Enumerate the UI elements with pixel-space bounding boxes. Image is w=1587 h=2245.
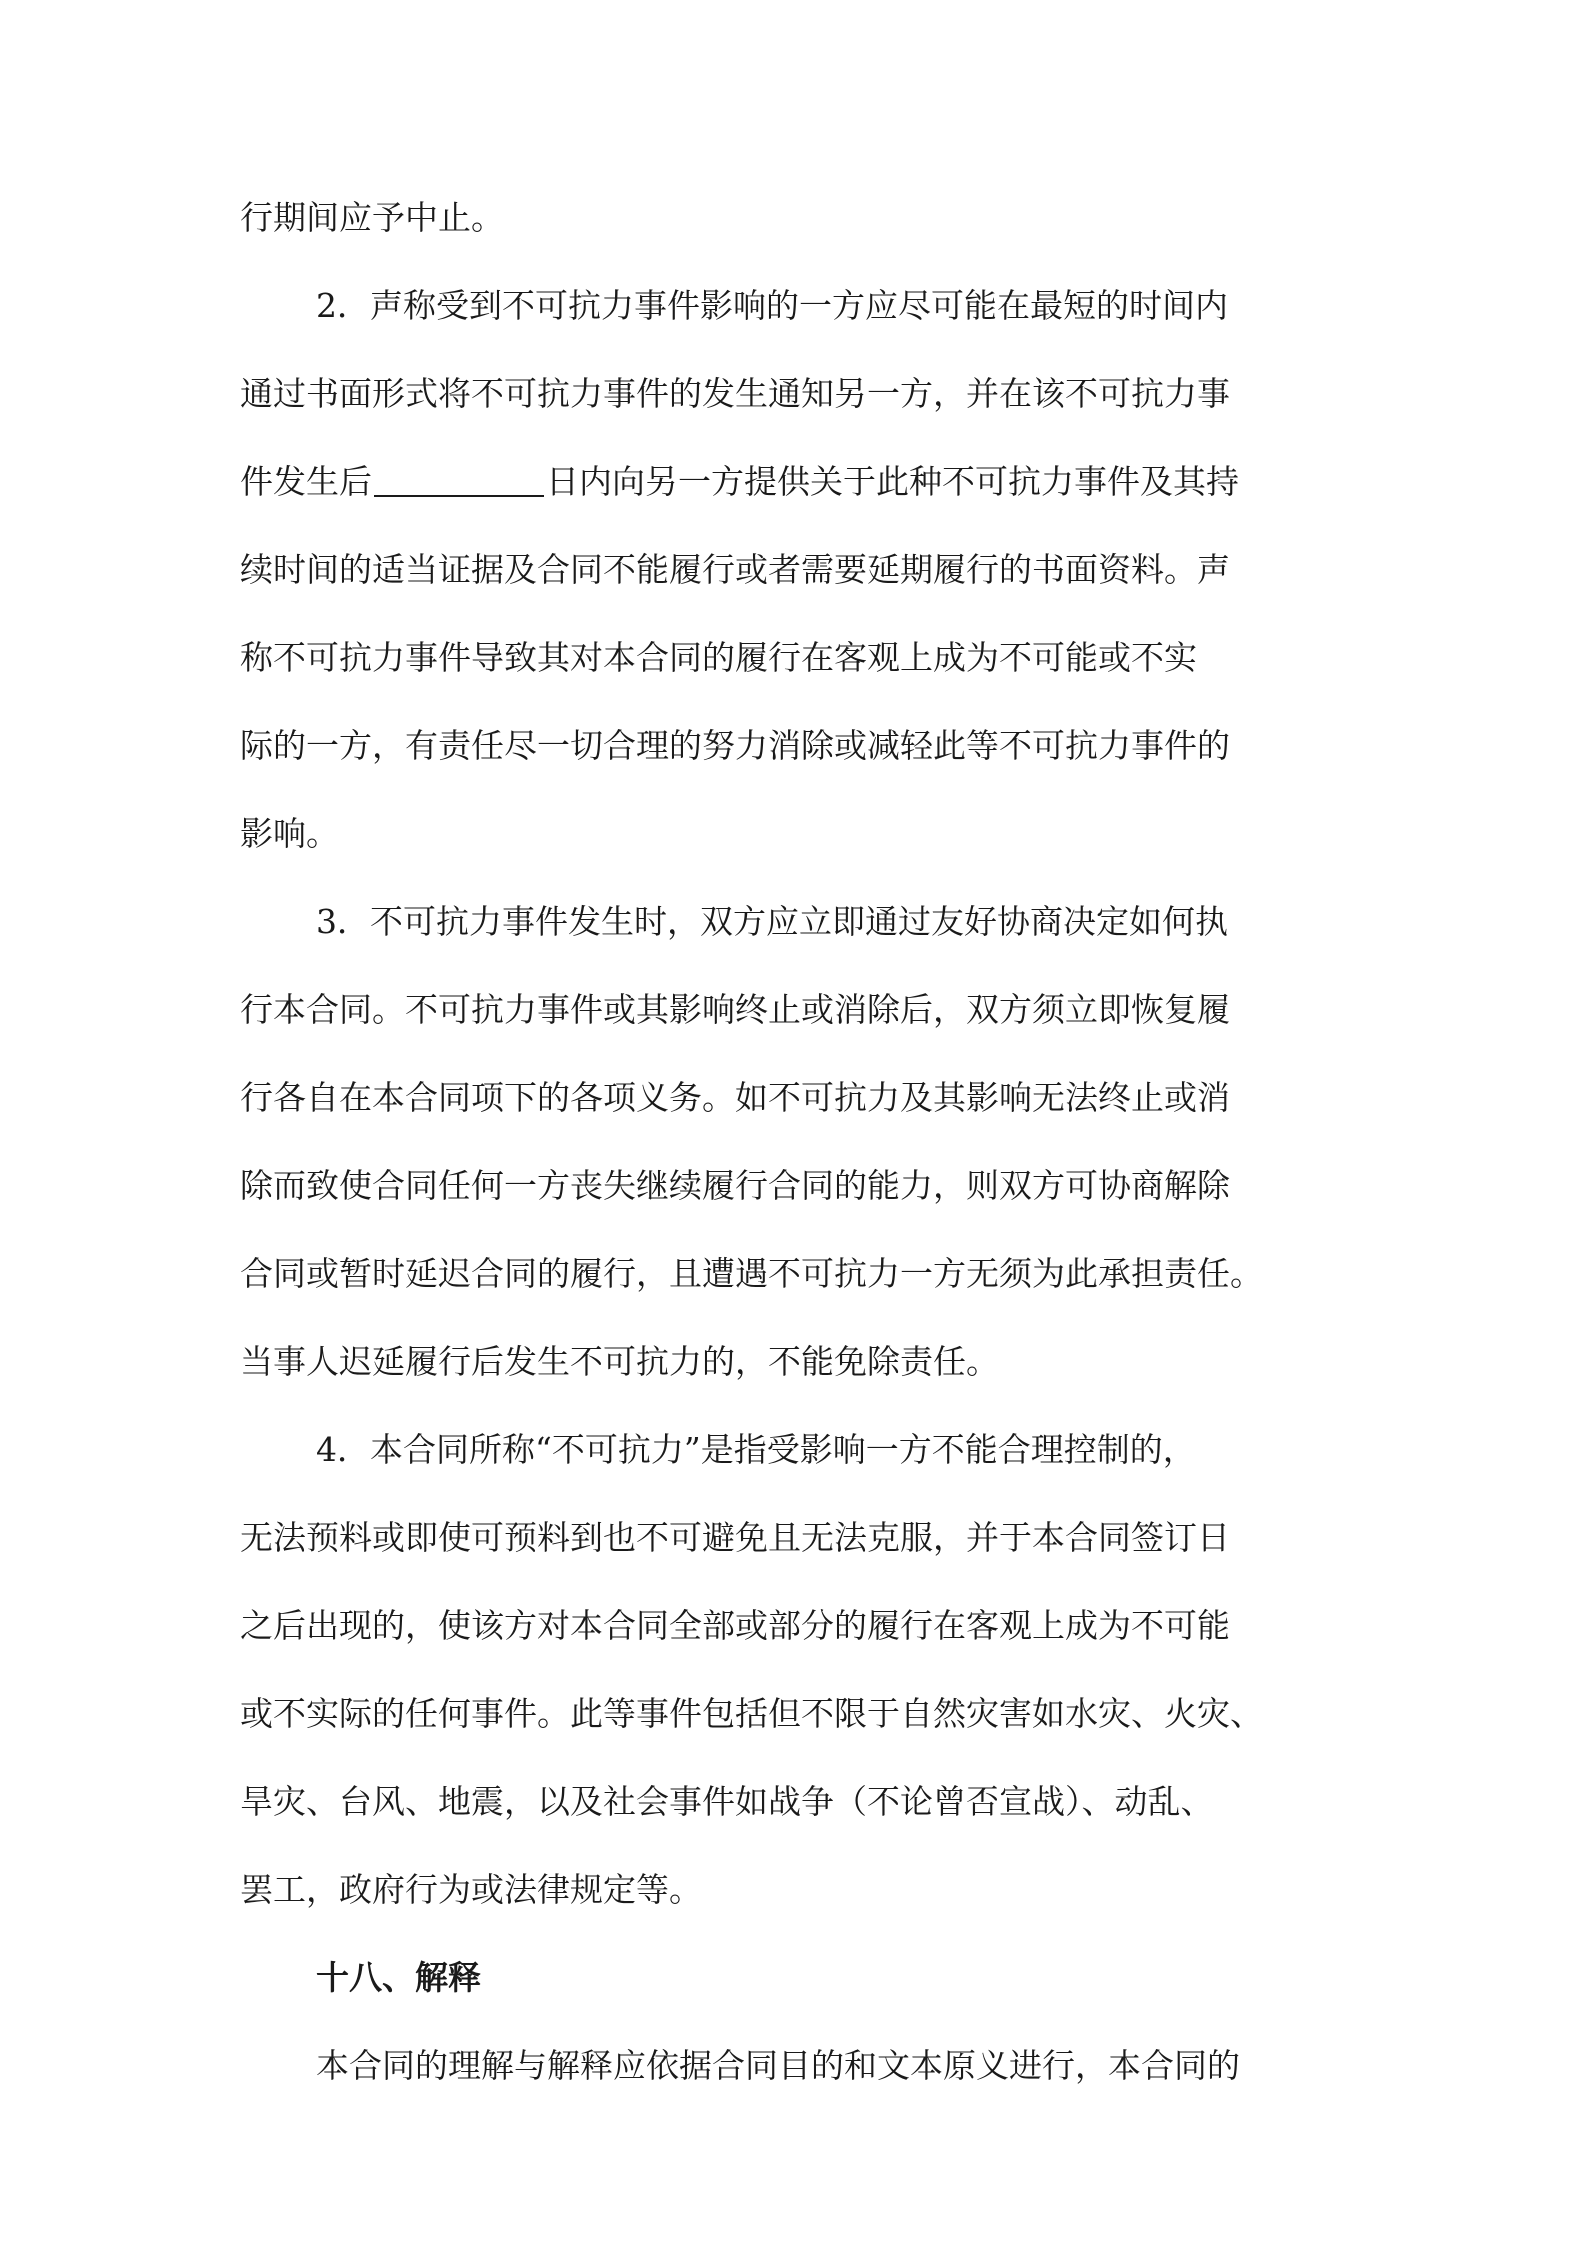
- text-after-blank: 日内向另一方提供关于此种不可抗力事件及其持: [546, 462, 1239, 501]
- text-line: 或不实际的任何事件。此等事件包括但不限于自然灾害如水灾、火灾、: [240, 1694, 1263, 1733]
- text-line: 之后出现的，使该方对本合同全部或部分的履行在客观上成为不可能: [240, 1606, 1230, 1645]
- fill-in-blank: [374, 495, 544, 497]
- section-heading: 十八、解释: [316, 1958, 481, 1997]
- text-before-blank: 件发生后: [240, 462, 372, 501]
- text-line: 当事人迟延履行后发生不可抗力的，不能免除责任。: [240, 1342, 999, 1381]
- text-line: 影响。: [240, 814, 339, 853]
- text-line: 旱灾、台风、地震，以及社会事件如战争（不论曾否宣战）、动乱、: [240, 1782, 1214, 1821]
- text-line: 除而致使合同任何一方丧失继续履行合同的能力，则双方可协商解除: [240, 1166, 1230, 1205]
- paragraph-2-first-line: 2．声称受到不可抗力事件影响的一方应尽可能在最短的时间内: [316, 286, 1228, 325]
- text-line: 合同或暂时延迟合同的履行，且遭遇不可抗力一方无须为此承担责任。: [240, 1254, 1263, 1293]
- text-line: 罢工，政府行为或法律规定等。: [240, 1870, 702, 1909]
- paragraph-3-first-line: 3．不可抗力事件发生时，双方应立即通过友好协商决定如何执: [316, 902, 1228, 941]
- paragraph-4-first-line: 4．本合同所称“不可抗力”是指受影响一方不能合理控制的，: [316, 1430, 1196, 1469]
- text-line: 行期间应予中止。: [240, 198, 504, 237]
- text-line: 际的一方，有责任尽一切合理的努力消除或减轻此等不可抗力事件的: [240, 726, 1230, 765]
- text-line-with-blank: [240, 454, 1239, 510]
- interpretation-paragraph-line: 本合同的理解与解释应依据合同目的和文本原义进行，本合同的: [316, 2046, 1240, 2085]
- text-line: 通过书面形式将不可抗力事件的发生通知另一方，并在该不可抗力事: [240, 374, 1230, 413]
- text-line: 行各自在本合同项下的各项义务。如不可抗力及其影响无法终止或消: [240, 1078, 1230, 1117]
- text-line: 称不可抗力事件导致其对本合同的履行在客观上成为不可能或不实: [240, 638, 1197, 677]
- text-line: 无法预料或即使可预料到也不可避免且无法克服，并于本合同签订日: [240, 1518, 1230, 1557]
- text-line: 行本合同。不可抗力事件或其影响终止或消除后，双方须立即恢复履: [240, 990, 1230, 1029]
- text-line: 续时间的适当证据及合同不能履行或者需要延期履行的书面资料。声: [240, 550, 1230, 589]
